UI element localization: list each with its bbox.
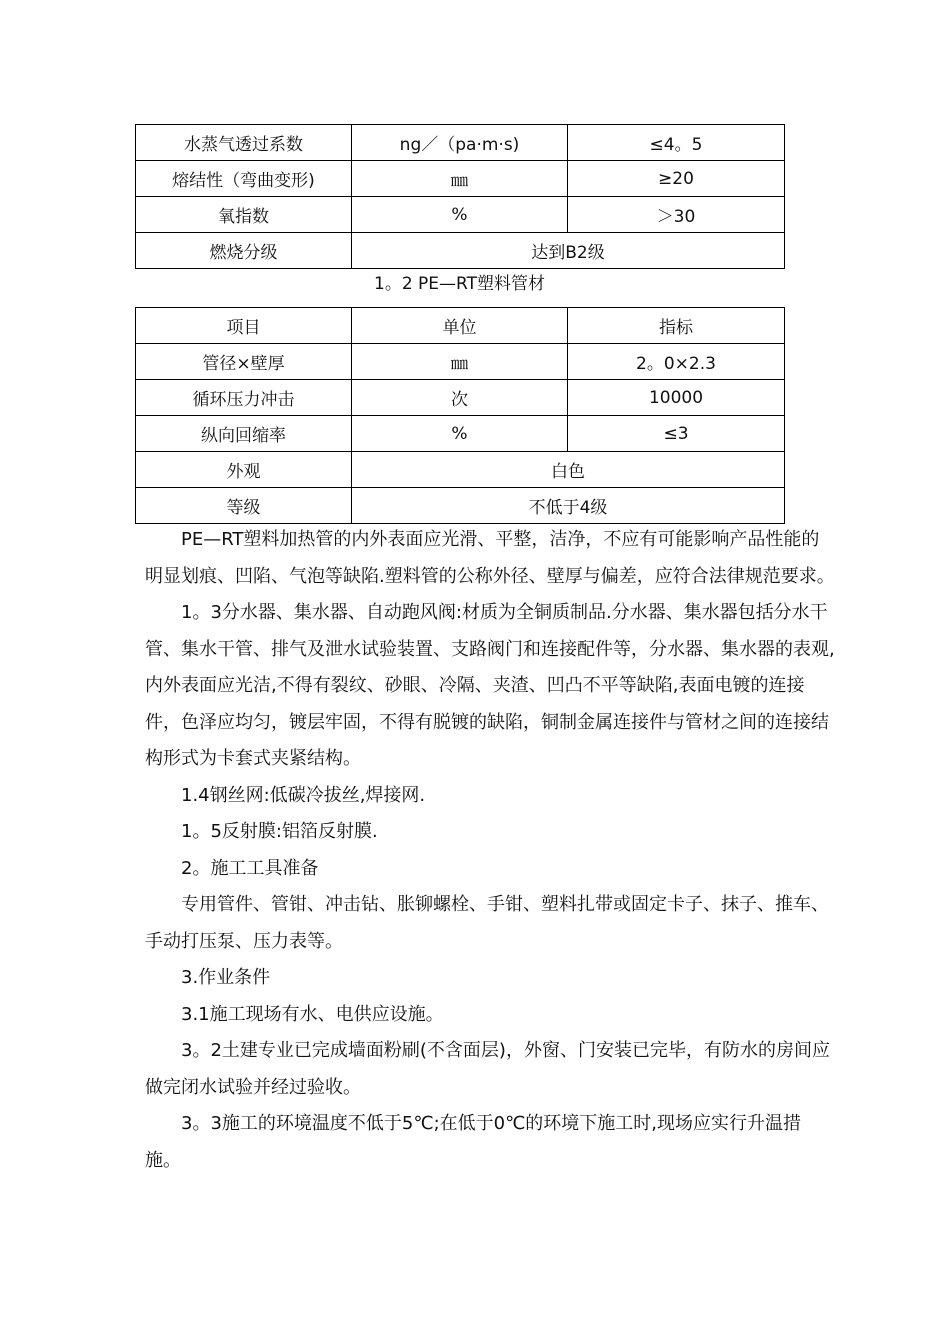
table-cell: ≤3 [568,416,785,452]
table-cell: 白色 [352,452,785,488]
table-header-row [136,308,785,344]
table-cell: 次 [352,380,568,416]
table-cell: 熔结性（弯曲变形) [136,161,352,197]
paragraph: 3.1施工现场有水、电供应设施。 [181,1003,444,1025]
table-cell: 氧指数 [136,197,352,233]
table-cell: 10000 [568,380,785,416]
table-row [136,161,785,197]
table-cell: 水蒸气透过系数 [136,125,352,161]
pipe-spec-table [135,307,785,524]
table-cell: 外观 [136,452,352,488]
paragraph: 1。3分水器、集水器、自动跑风阀:材质为全铜质制品.分水器、集水器包括分水干管、集水干管、排气及泄水试验装置、支路阀门和连接配件等，分水器、集水器的表观,内外表面应光洁,不得有裂纹、砂眼、冷隔、夹渣、凹凸不平等缺陷,表面电镀的连接件，色泽应均匀，镀层牢固，不得有脱镀的缺陷，铜制金属连接件与管材之间的连接结构形式为卡套式夹紧结构。 [145,602,835,769]
table-cell: ≥20 [568,161,785,197]
table-row [136,416,785,452]
section-title: 1。2 PE—RT塑料管材 [374,274,545,294]
paragraph: 3。3施工的环境温度不低于5℃;在低于0℃的环境下施工时,现场应实行升温措施。 [145,1113,802,1171]
table-cell: ㎜ [352,161,568,197]
paragraph: 专用管件、管钳、冲击钻、胀铆螺栓、手钳、塑料扎带或固定卡子、抹子、推车、手动打压泵、压力表等。 [145,894,829,952]
table-cell: 燃烧分级 [136,233,352,269]
paragraph: 1.4钢丝网:低碳冷拔丝,焊接网. [181,784,426,806]
table-cell: 管径×壁厚 [136,344,352,380]
table-cell: 纵向回缩率 [136,416,352,452]
table-cell: ng／（pa·m·s) [352,125,568,161]
table-row [136,233,785,269]
table-cell: % [352,197,568,233]
table-cell: 等级 [136,488,352,524]
body-text [145,522,835,1179]
table-row [136,380,785,416]
table-row [136,197,785,233]
table-cell: 2。0×2.3 [568,344,785,380]
paragraph: 3。2土建专业已完成墙面粉刷(不含面层)，外窗、门安装已完毕，有防水的房间应做完闭水试验并经过验收。 [145,1040,830,1098]
table-cell: 达到B2级 [352,233,785,269]
table-cell: ㎜ [352,344,568,380]
table-cell: 不低于4级 [352,488,785,524]
table-cell: % [352,416,568,452]
material-spec-table [135,124,785,269]
table-header-cell: 单位 [352,308,568,344]
table-row [136,452,785,488]
table-header-cell: 项目 [136,308,352,344]
table-row [136,125,785,161]
paragraph: PE—RT塑料加热管的内外表面应光滑、平整，洁净，不应有可能影响产品性能的明显划痕、凹陷、气泡等缺陷.塑料管的公称外径、壁厚与偏差，应符合法律规范要求。 [145,529,835,587]
table-row [136,488,785,524]
table-header-cell: 指标 [568,308,785,344]
table-cell: 循环压力冲击 [136,380,352,416]
paragraph: 1。5反射膜:铝箔反射膜. [181,821,378,842]
table-cell: ≤4。5 [568,125,785,161]
table-row [136,344,785,380]
table-cell: ＞30 [568,197,785,233]
section-heading: 2。施工工具准备 [181,857,319,879]
section-heading: 3.作业条件 [181,967,271,988]
